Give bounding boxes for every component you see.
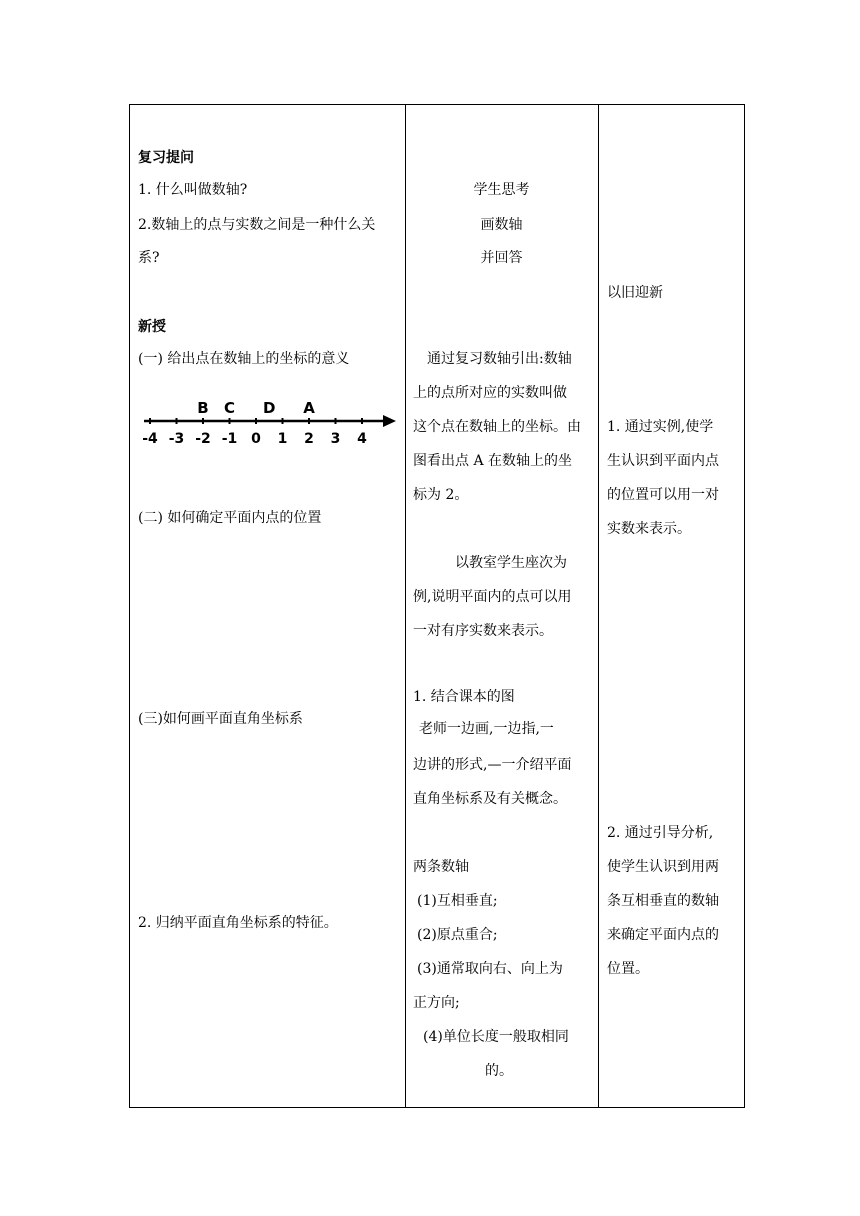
number-line-arrow-icon (383, 415, 396, 427)
column-content (130, 105, 406, 1107)
number-line-point-label: A (303, 399, 315, 417)
section-1-title: (一) 给出点在数轴上的坐标的意义 (138, 351, 350, 367)
note-3-line: 来确定平面内点的 (607, 927, 719, 943)
note-2-line: 生认识到平面内点 (607, 453, 719, 469)
p4-line: (2)原点重合; (417, 927, 498, 943)
number-line-point-label: B (197, 399, 209, 417)
number-line-tick-label: 4 (357, 431, 367, 447)
p1-line: 这个点在数轴上的坐标。由 (413, 419, 581, 435)
note-2-line: 实数来表示。 (607, 521, 691, 537)
p1-line: 上的点所对应的实数叫做 (413, 385, 567, 401)
note-3-line: 位置。 (607, 961, 649, 977)
new-lesson-heading: 新授 (138, 319, 166, 335)
note-1: 以旧迎新 (607, 285, 663, 301)
p3-line: 边讲的形式,—一介绍平面 (413, 757, 572, 773)
p4-line: 的。 (485, 1063, 513, 1079)
note-3-line: 2. 通过引导分析, (607, 825, 714, 841)
p3-line: 1. 结合课本的图 (413, 689, 515, 705)
section-3-title: (三)如何画平面直角坐标系 (138, 711, 303, 727)
question-1: 1. 什么叫做数轴? (138, 182, 248, 198)
number-line-tick-label: 1 (277, 431, 288, 447)
activity-draw: 画数轴 (480, 217, 523, 233)
note-2-line: 1. 通过实例,使学 (607, 419, 714, 435)
column-notes (599, 105, 745, 1107)
number-line-tick-label: 0 (251, 431, 261, 447)
p2-line: 以教室学生座次为 (455, 555, 567, 571)
section-2-title: (二) 如何确定平面内点的位置 (138, 510, 322, 526)
p4-title: 两条数轴 (413, 859, 469, 875)
p4-line: (4)单位长度一般取相同 (423, 1029, 569, 1045)
p1-line: 标为 2。 (413, 487, 469, 503)
number-line-tick-label: -1 (221, 431, 238, 447)
p2-line: 例,说明平面内的点可以用 (413, 589, 572, 605)
lesson-table (129, 104, 745, 1108)
number-line-tick-label: 2 (304, 431, 314, 447)
note-3-line: 使学生认识到用两 (607, 859, 719, 875)
question-2-line2: 系? (138, 250, 160, 266)
number-line-point-label: D (263, 399, 276, 417)
p3-line: 老师一边画,一边指,一 (419, 721, 554, 737)
note-3-line: 条互相垂直的数轴 (607, 893, 719, 909)
number-line-tick-label: -2 (195, 431, 211, 447)
section-4-title: 2. 归纳平面直角坐标系的特征。 (138, 915, 338, 931)
number-line-figure (140, 393, 400, 453)
p4-line: (3)通常取向右、向上为 (417, 961, 563, 977)
column-activity (405, 105, 599, 1107)
number-line-tick-label: 3 (330, 431, 341, 447)
p3-line: 直角坐标系及有关概念。 (413, 791, 567, 807)
note-2-line: 的位置可以用一对 (607, 487, 719, 503)
p1-line: 通过复习数轴引出:数轴 (427, 351, 572, 367)
activity-think: 学生思考 (473, 182, 530, 198)
p4-line: (1)互相垂直; (417, 893, 498, 909)
number-line-tick-label: -4 (142, 431, 158, 447)
activity-answer: 并回答 (480, 250, 523, 266)
p1-line: 图看出点 A 在数轴上的坐 (413, 453, 573, 469)
question-2-line1: 2.数轴上的点与实数之间是一种什么关 (138, 217, 376, 233)
number-line-tick-label: -3 (168, 431, 185, 447)
p2-line: 一对有序实数来表示。 (413, 623, 553, 639)
review-heading: 复习提问 (138, 150, 194, 166)
number-line-point-label: C (223, 399, 236, 417)
p4-line: 正方向; (413, 995, 460, 1011)
